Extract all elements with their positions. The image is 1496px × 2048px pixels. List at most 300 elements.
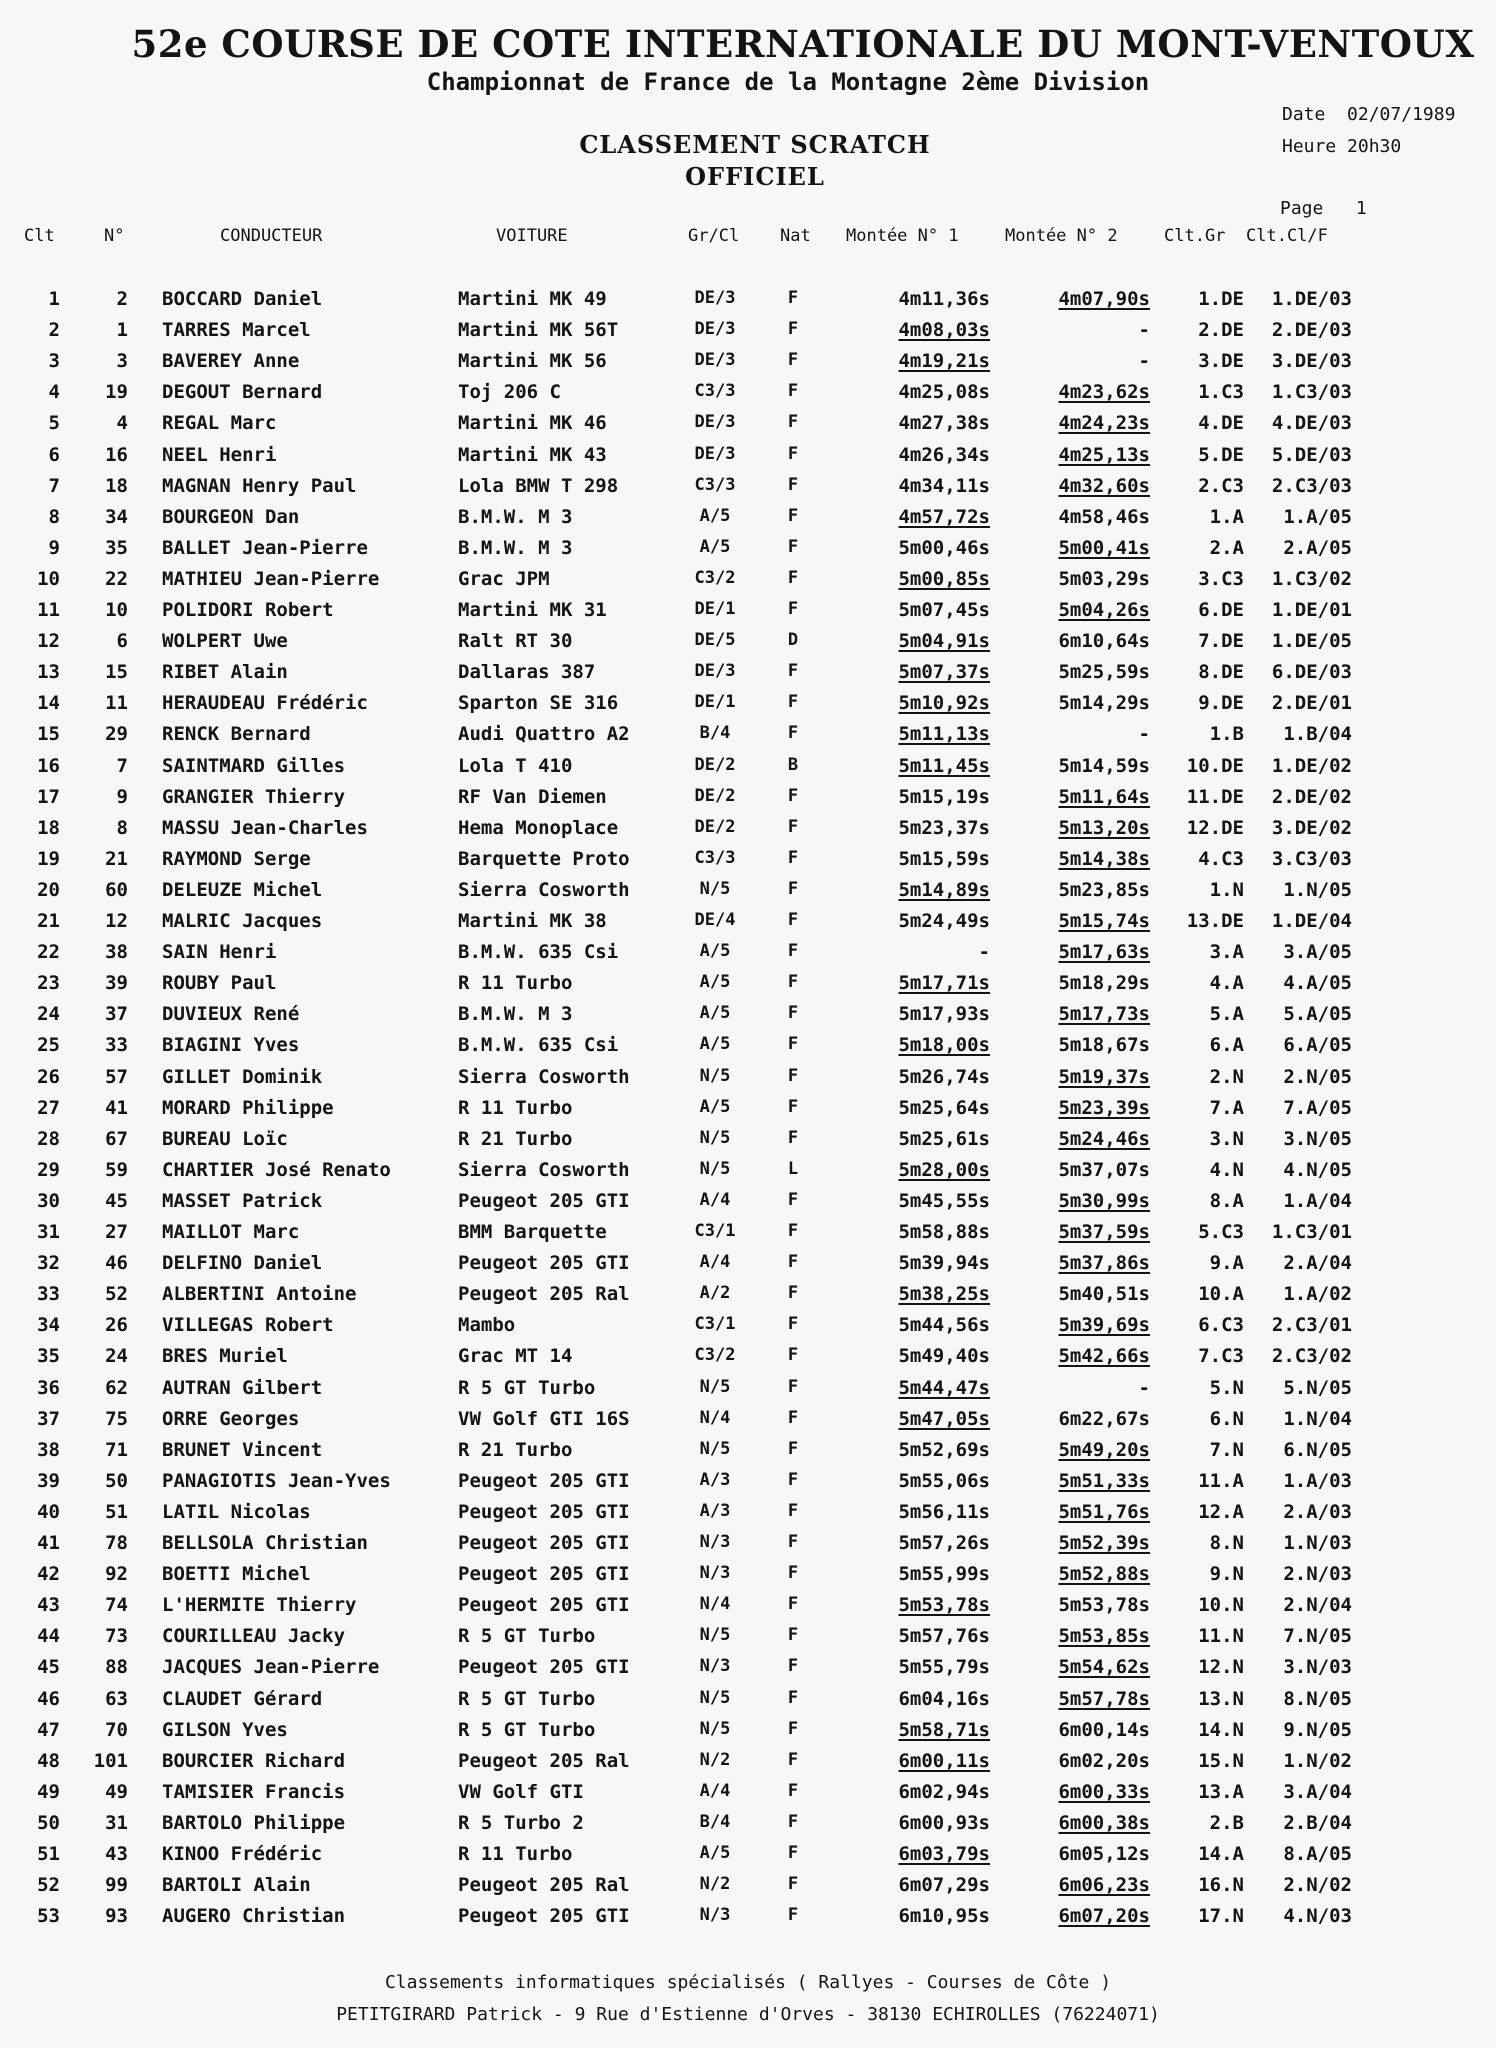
nationality-cell: F <box>787 1469 799 1490</box>
group-rank-cell: 3.C3 <box>1198 567 1244 590</box>
run2-time-cell: 5m42,66s <box>1058 1345 1150 1368</box>
run2-time-cell: 5m17,73s <box>1058 1003 1150 1026</box>
group-class-cell: A/4 <box>699 1252 731 1273</box>
run1-time-cell: 4m27,38s <box>898 412 990 435</box>
group-rank-cell: 15.N <box>1198 1749 1244 1772</box>
car-model-cell: BMM Barquette <box>458 1221 607 1243</box>
nationality-cell: F <box>787 1127 799 1148</box>
car-model-cell: Sierra Cosworth <box>458 1065 630 1088</box>
driver-name-cell: MASSU Jean-Charles <box>162 816 368 839</box>
car-model-cell: Peugeot 205 GTI <box>458 1252 630 1275</box>
run2-time-cell: - <box>1138 350 1150 373</box>
group-rank-cell: 9.DE <box>1198 692 1244 715</box>
driver-name-cell: BOURGEON Dan <box>162 505 300 528</box>
rank-cell: 53 <box>37 1905 60 1928</box>
rank-cell: 1 <box>48 288 60 310</box>
run1-time-cell: 5m24,49s <box>898 910 990 932</box>
page-number: 1 <box>1355 198 1367 219</box>
run1-time-cell: 4m34,11s <box>898 474 990 497</box>
run2-time-cell: 5m37,86s <box>1058 1252 1150 1275</box>
car-number-cell: 45 <box>105 1189 128 1212</box>
run1-time-cell: 6m00,11s <box>898 1749 990 1772</box>
car-model-cell: Dallaras 387 <box>458 661 596 684</box>
driver-name-cell: JACQUES Jean-Pierre <box>162 1656 380 1679</box>
rank-cell: 38 <box>37 1438 60 1461</box>
car-model-cell: Grac JPM <box>458 567 550 590</box>
driver-name-cell: BAVEREY Anne <box>162 350 300 373</box>
car-model-cell: Barquette Proto <box>458 847 630 870</box>
group-class-cell: N/5 <box>699 878 731 899</box>
group-rank-cell: 12.N <box>1198 1656 1244 1679</box>
group-rank-cell: 7.C3 <box>1198 1345 1244 1368</box>
group-rank-cell: 7.N <box>1209 1438 1244 1461</box>
group-rank-cell: 11.A <box>1198 1469 1244 1492</box>
rank-cell: 48 <box>37 1749 60 1772</box>
car-model-cell: R 11 Turbo <box>458 1096 573 1119</box>
group-class-cell: DE/4 <box>694 910 736 930</box>
rank-cell: 19 <box>37 847 60 870</box>
nationality-cell: F <box>787 567 799 588</box>
car-number-cell: 10 <box>105 599 128 621</box>
table-row <box>0 1345 1496 1375</box>
car-number-cell: 18 <box>105 474 128 497</box>
date-line <box>1282 104 1455 125</box>
rank-cell: 23 <box>37 972 60 995</box>
car-number-cell: 49 <box>105 1780 128 1803</box>
group-class-cell: DE/2 <box>694 816 736 837</box>
table-row <box>0 1532 1496 1562</box>
class-rank-cell: 3.A/04 <box>1283 1780 1352 1803</box>
class-rank-cell: 1.B/04 <box>1283 723 1352 746</box>
run2-time-cell: 5m17,63s <box>1058 941 1150 964</box>
car-model-cell: Peugeot 205 GTI <box>458 1905 630 1928</box>
car-model-cell: Peugeot 205 GTI <box>458 1532 630 1554</box>
table-row <box>0 941 1496 971</box>
header-montee1: Montée N° 1 <box>846 226 959 246</box>
class-rank-cell: 1.C3/03 <box>1271 381 1352 404</box>
class-rank-cell: 5.A/05 <box>1283 1003 1352 1026</box>
nationality-cell: F <box>787 1874 799 1895</box>
rank-cell: 28 <box>37 1127 60 1150</box>
group-class-cell: A/5 <box>699 1034 731 1055</box>
group-rank-cell: 4.DE <box>1198 412 1244 435</box>
nationality-cell: L <box>787 1158 799 1179</box>
nationality-cell: B <box>787 754 799 775</box>
class-rank-cell: 6.N/05 <box>1283 1438 1352 1461</box>
nationality-cell: F <box>787 1500 799 1521</box>
class-rank-cell: 1.DE/01 <box>1271 599 1352 621</box>
car-number-cell: 60 <box>105 878 128 901</box>
rank-cell: 45 <box>37 1656 60 1679</box>
run2-time-cell: 5m03,29s <box>1058 567 1150 590</box>
group-class-cell: B/4 <box>699 723 731 744</box>
car-model-cell: Sierra Cosworth <box>458 878 630 901</box>
nationality-cell: F <box>787 1532 799 1552</box>
table-row <box>0 630 1496 660</box>
car-model-cell: Peugeot 205 Ral <box>458 1283 630 1306</box>
driver-name-cell: LATIL Nicolas <box>162 1500 311 1523</box>
run2-time-cell: 5m23,39s <box>1058 1096 1150 1119</box>
class-rank-cell: 7.N/05 <box>1283 1625 1352 1648</box>
group-class-cell: N/2 <box>699 1874 731 1895</box>
group-class-cell: N/3 <box>699 1532 731 1552</box>
car-model-cell: B.M.W. 635 Csi <box>458 1034 619 1057</box>
group-rank-cell: 11.N <box>1198 1625 1244 1648</box>
run1-time-cell: 5m00,46s <box>898 536 990 559</box>
car-model-cell: Peugeot 205 GTI <box>458 1189 630 1212</box>
table-row <box>0 537 1496 567</box>
driver-name-cell: BOURCIER Richard <box>162 1749 346 1772</box>
driver-name-cell: BUREAU Loïc <box>162 1127 288 1150</box>
group-class-cell: A/5 <box>699 972 731 993</box>
class-rank-cell: 2.N/02 <box>1283 1874 1352 1897</box>
car-number-cell: 21 <box>105 847 128 870</box>
class-rank-cell: 3.N/05 <box>1283 1127 1352 1150</box>
run1-time-cell: 5m44,47s <box>898 1376 990 1399</box>
table-row <box>0 1625 1496 1655</box>
run1-time-cell: 6m02,94s <box>898 1780 990 1803</box>
class-rank-cell: 6.A/05 <box>1283 1034 1352 1057</box>
table-row <box>0 1874 1496 1904</box>
run2-time-cell: 6m07,20s <box>1058 1905 1150 1928</box>
run1-time-cell: 5m58,71s <box>898 1718 990 1741</box>
group-rank-cell: 1.C3 <box>1198 381 1244 404</box>
group-class-cell: A/3 <box>699 1469 731 1490</box>
class-rank-cell: 1.C3/02 <box>1271 567 1352 590</box>
car-model-cell: Martini MK 31 <box>458 599 607 621</box>
run1-time-cell: 5m25,61s <box>898 1127 990 1150</box>
rank-cell: 49 <box>37 1780 60 1803</box>
run1-time-cell: 5m39,94s <box>898 1252 990 1275</box>
rank-cell: 42 <box>37 1563 60 1586</box>
driver-name-cell: AUGERO Christian <box>162 1905 346 1928</box>
header-number: N° <box>104 226 125 246</box>
driver-name-cell: DELEUZE Michel <box>162 878 323 901</box>
run1-time-cell: 5m17,93s <box>898 1003 990 1026</box>
rank-cell: 5 <box>48 412 60 435</box>
nationality-cell: F <box>787 1034 799 1055</box>
run2-time-cell: 5m24,46s <box>1058 1127 1150 1150</box>
run2-time-cell: 6m00,38s <box>1058 1811 1150 1834</box>
rank-cell: 33 <box>37 1283 60 1306</box>
run1-time-cell: 5m45,55s <box>898 1189 990 1212</box>
driver-name-cell: CHARTIER José Renato <box>162 1158 391 1181</box>
nationality-cell: F <box>787 381 799 402</box>
car-model-cell: R 5 Turbo 2 <box>458 1811 584 1834</box>
table-row <box>0 1159 1496 1189</box>
group-class-cell: A/5 <box>699 505 731 526</box>
driver-name-cell: MASSET Patrick <box>162 1189 323 1212</box>
driver-name-cell: BELLSOLA Christian <box>162 1532 368 1554</box>
group-rank-cell: 8.N <box>1209 1532 1244 1554</box>
table-row <box>0 1314 1496 1344</box>
car-number-cell: 15 <box>105 661 128 684</box>
rank-cell: 20 <box>37 878 60 901</box>
run2-time-cell: 5m37,07s <box>1058 1158 1150 1181</box>
class-rank-cell: 2.N/03 <box>1283 1563 1352 1586</box>
driver-name-cell: GILLET Dominik <box>162 1065 323 1088</box>
header-conducteur: CONDUCTEUR <box>220 226 323 246</box>
car-number-cell: 8 <box>116 816 128 839</box>
run1-time-cell: 4m08,03s <box>898 319 990 342</box>
run2-time-cell: 5m18,29s <box>1058 972 1150 995</box>
car-number-cell: 1 <box>116 319 128 342</box>
nationality-cell: F <box>787 505 799 526</box>
group-rank-cell: 16.N <box>1198 1874 1244 1897</box>
driver-name-cell: COURILLEAU Jacky <box>162 1625 346 1648</box>
run2-time-cell: 5m14,29s <box>1058 692 1150 715</box>
run1-time-cell: 4m11,36s <box>898 288 990 310</box>
group-class-cell: N/5 <box>699 1376 731 1397</box>
rank-cell: 7 <box>48 474 60 497</box>
run2-time-cell: 5m51,33s <box>1058 1469 1150 1492</box>
rank-cell: 9 <box>48 536 60 559</box>
rank-cell: 10 <box>37 567 60 590</box>
table-row <box>0 1252 1496 1282</box>
class-rank-cell: 2.N/05 <box>1283 1065 1352 1088</box>
group-class-cell: N/4 <box>699 1594 731 1615</box>
driver-name-cell: RENCK Bernard <box>162 723 311 746</box>
nationality-cell: D <box>787 630 799 651</box>
car-number-cell: 22 <box>105 567 128 590</box>
nationality-cell: F <box>787 1656 799 1677</box>
rank-cell: 50 <box>37 1811 60 1834</box>
car-number-cell: 9 <box>116 785 128 808</box>
class-rank-cell: 1.A/04 <box>1283 1189 1352 1212</box>
driver-name-cell: MALRIC Jacques <box>162 910 323 932</box>
group-rank-cell: 12.A <box>1198 1500 1244 1523</box>
group-class-cell: DE/1 <box>694 599 736 619</box>
car-number-cell: 27 <box>105 1221 128 1243</box>
table-row <box>0 1501 1496 1531</box>
group-rank-cell: 3.N <box>1209 1127 1244 1150</box>
nationality-cell: F <box>787 785 799 806</box>
nationality-cell: F <box>787 1718 799 1739</box>
group-class-cell: C3/1 <box>694 1314 736 1335</box>
group-class-cell: A/5 <box>699 941 731 962</box>
run1-time-cell: 5m55,99s <box>898 1563 990 1586</box>
car-number-cell: 74 <box>105 1594 128 1617</box>
car-model-cell: B.M.W. M 3 <box>458 1003 573 1026</box>
group-class-cell: N/3 <box>699 1563 731 1584</box>
class-rank-cell: 3.N/03 <box>1283 1656 1352 1679</box>
table-row <box>0 723 1496 753</box>
rank-cell: 2 <box>48 319 60 342</box>
group-rank-cell: 13.A <box>1198 1780 1244 1803</box>
class-rank-cell: 9.N/05 <box>1283 1718 1352 1741</box>
car-model-cell: R 21 Turbo <box>458 1127 573 1150</box>
run1-time-cell: 5m17,71s <box>898 972 990 995</box>
group-class-cell: C3/3 <box>694 381 736 402</box>
driver-name-cell: CLAUDET Gérard <box>162 1687 323 1710</box>
nationality-cell: F <box>787 1003 799 1024</box>
rank-cell: 32 <box>37 1252 60 1275</box>
group-class-cell: DE/3 <box>694 443 736 464</box>
driver-name-cell: DELFINO Daniel <box>162 1252 323 1275</box>
class-rank-cell: 4.DE/03 <box>1271 412 1352 435</box>
run1-time-cell: 5m14,89s <box>898 878 990 901</box>
run1-time-cell: 5m15,19s <box>898 785 990 808</box>
run2-time-cell: 5m49,20s <box>1058 1438 1150 1461</box>
group-rank-cell: 3.A <box>1209 941 1244 964</box>
class-rank-cell: 2.C3/03 <box>1271 474 1352 497</box>
class-rank-cell: 1.DE/04 <box>1271 910 1352 932</box>
nationality-cell: F <box>787 443 799 464</box>
car-model-cell: Peugeot 205 GTI <box>458 1469 630 1492</box>
run1-time-cell: 5m57,76s <box>898 1625 990 1648</box>
table-row <box>0 1034 1496 1064</box>
rank-cell: 14 <box>37 692 60 715</box>
car-number-cell: 99 <box>105 1874 128 1897</box>
run2-time-cell: 6m05,12s <box>1058 1843 1150 1865</box>
group-rank-cell: 6.A <box>1209 1034 1244 1057</box>
car-number-cell: 71 <box>105 1438 128 1461</box>
class-rank-cell: 7.A/05 <box>1283 1096 1352 1119</box>
driver-name-cell: BRUNET Vincent <box>162 1438 323 1461</box>
run2-time-cell: 5m13,20s <box>1058 816 1150 839</box>
group-rank-cell: 5.N <box>1209 1376 1244 1399</box>
table-row <box>0 1128 1496 1158</box>
class-rank-cell: 1.A/03 <box>1283 1469 1352 1492</box>
driver-name-cell: DUVIEUX René <box>162 1003 300 1026</box>
car-number-cell: 59 <box>105 1158 128 1181</box>
table-row <box>0 1905 1496 1935</box>
run2-time-cell: - <box>1138 723 1150 746</box>
event-subtitle: Championnat de France de la Montagne 2ème Division <box>426 68 1150 96</box>
run2-time-cell: 4m32,60s <box>1058 474 1150 497</box>
run2-time-cell: 6m22,67s <box>1058 1407 1150 1430</box>
group-class-cell: C3/3 <box>694 847 736 868</box>
run2-time-cell: - <box>1138 319 1150 342</box>
car-model-cell: VW Golf GTI 16S <box>458 1407 630 1430</box>
group-rank-cell: 2.C3 <box>1198 474 1244 497</box>
driver-name-cell: NEEL Henri <box>162 443 277 466</box>
group-rank-cell: 9.N <box>1209 1563 1244 1586</box>
nationality-cell: F <box>787 1843 799 1863</box>
car-number-cell: 4 <box>116 412 128 435</box>
rank-cell: 15 <box>37 723 60 746</box>
group-rank-cell: 5.A <box>1209 1003 1244 1026</box>
run1-time-cell: 6m07,29s <box>898 1874 990 1897</box>
page-indicator <box>1280 198 1367 219</box>
table-row <box>0 692 1496 722</box>
rank-cell: 13 <box>37 661 60 684</box>
group-class-cell: N/4 <box>699 1407 731 1428</box>
nationality-cell: F <box>787 1625 799 1646</box>
group-class-cell: DE/2 <box>694 754 736 775</box>
group-class-cell: DE/2 <box>694 785 736 806</box>
rank-cell: 16 <box>37 754 60 777</box>
nationality-cell: F <box>787 878 799 899</box>
car-number-cell: 41 <box>105 1096 128 1119</box>
class-rank-cell: 1.N/03 <box>1283 1532 1352 1554</box>
car-number-cell: 78 <box>105 1532 128 1554</box>
header-clt: Clt <box>24 226 55 246</box>
car-number-cell: 31 <box>105 1811 128 1834</box>
car-model-cell: Peugeot 205 GTI <box>458 1563 630 1586</box>
group-rank-cell: 13.N <box>1198 1687 1244 1710</box>
class-rank-cell: 2.N/04 <box>1283 1594 1352 1617</box>
nationality-cell: F <box>787 412 799 433</box>
class-rank-cell: 1.DE/05 <box>1271 630 1352 653</box>
driver-name-cell: MORARD Philippe <box>162 1096 334 1119</box>
driver-name-cell: SAIN Henri <box>162 941 277 964</box>
run2-time-cell: 5m53,85s <box>1058 1625 1150 1648</box>
group-class-cell: DE/3 <box>694 350 736 371</box>
car-number-cell: 35 <box>105 536 128 559</box>
nationality-cell: F <box>787 910 799 930</box>
run1-time-cell: 4m19,21s <box>898 350 990 373</box>
header-grcl: Gr/Cl <box>688 226 740 246</box>
car-number-cell: 12 <box>105 910 128 932</box>
nationality-cell: F <box>787 1811 799 1832</box>
run1-time-cell: 6m04,16s <box>898 1687 990 1710</box>
run2-time-cell: 5m57,78s <box>1058 1687 1150 1710</box>
group-rank-cell: 17.N <box>1198 1905 1244 1928</box>
car-number-cell: 46 <box>105 1252 128 1275</box>
driver-name-cell: POLIDORI Robert <box>162 599 334 621</box>
driver-name-cell: BRES Muriel <box>162 1345 288 1368</box>
car-number-cell: 2 <box>116 288 128 310</box>
car-number-cell: 63 <box>105 1687 128 1710</box>
table-row <box>0 444 1496 474</box>
table-row <box>0 1283 1496 1313</box>
group-class-cell: A/4 <box>699 1189 731 1210</box>
header-voiture: VOITURE <box>496 226 568 246</box>
table-row <box>0 1190 1496 1220</box>
class-rank-cell: 3.DE/02 <box>1271 816 1352 839</box>
run2-time-cell: 5m23,85s <box>1058 878 1150 901</box>
rank-cell: 21 <box>37 910 60 932</box>
table-row <box>0 1439 1496 1469</box>
rank-cell: 30 <box>37 1189 60 1212</box>
date-label: Date <box>1282 104 1326 125</box>
class-rank-cell: 1.N/04 <box>1283 1407 1352 1430</box>
group-rank-cell: 7.DE <box>1198 630 1244 653</box>
run2-time-cell: 5m19,37s <box>1058 1065 1150 1088</box>
run1-time-cell: 5m10,92s <box>898 692 990 715</box>
run1-time-cell: 6m10,95s <box>898 1905 990 1928</box>
group-class-cell: DE/5 <box>694 630 736 651</box>
group-class-cell: N/5 <box>699 1438 731 1459</box>
group-rank-cell: 9.A <box>1209 1252 1244 1275</box>
table-row <box>0 661 1496 691</box>
nationality-cell: F <box>787 1749 799 1770</box>
group-rank-cell: 10.DE <box>1186 754 1244 777</box>
car-number-cell: 7 <box>116 754 128 777</box>
group-rank-cell: 6.C3 <box>1198 1314 1244 1337</box>
car-number-cell: 88 <box>105 1656 128 1679</box>
group-rank-cell: 2.DE <box>1198 319 1244 342</box>
car-model-cell: Peugeot 205 Ral <box>458 1874 630 1897</box>
table-row <box>0 288 1496 318</box>
run2-time-cell: 6m06,23s <box>1058 1874 1150 1897</box>
driver-name-cell: BOCCARD Daniel <box>162 288 323 310</box>
car-model-cell: Martini MK 49 <box>458 288 607 310</box>
class-rank-cell: 1.C3/01 <box>1271 1221 1352 1243</box>
driver-name-cell: DEGOUT Bernard <box>162 381 323 404</box>
car-model-cell: Mambo <box>458 1314 516 1337</box>
rank-cell: 37 <box>37 1407 60 1430</box>
table-row <box>0 910 1496 940</box>
car-model-cell: Peugeot 205 GTI <box>458 1500 630 1523</box>
date-value: 02/07/1989 <box>1347 104 1456 125</box>
rank-cell: 41 <box>37 1532 60 1554</box>
nationality-cell: F <box>787 847 799 868</box>
run2-time-cell: 5m18,67s <box>1058 1034 1150 1057</box>
group-class-cell: N/5 <box>699 1065 731 1086</box>
run1-time-cell: 5m52,69s <box>898 1438 990 1461</box>
